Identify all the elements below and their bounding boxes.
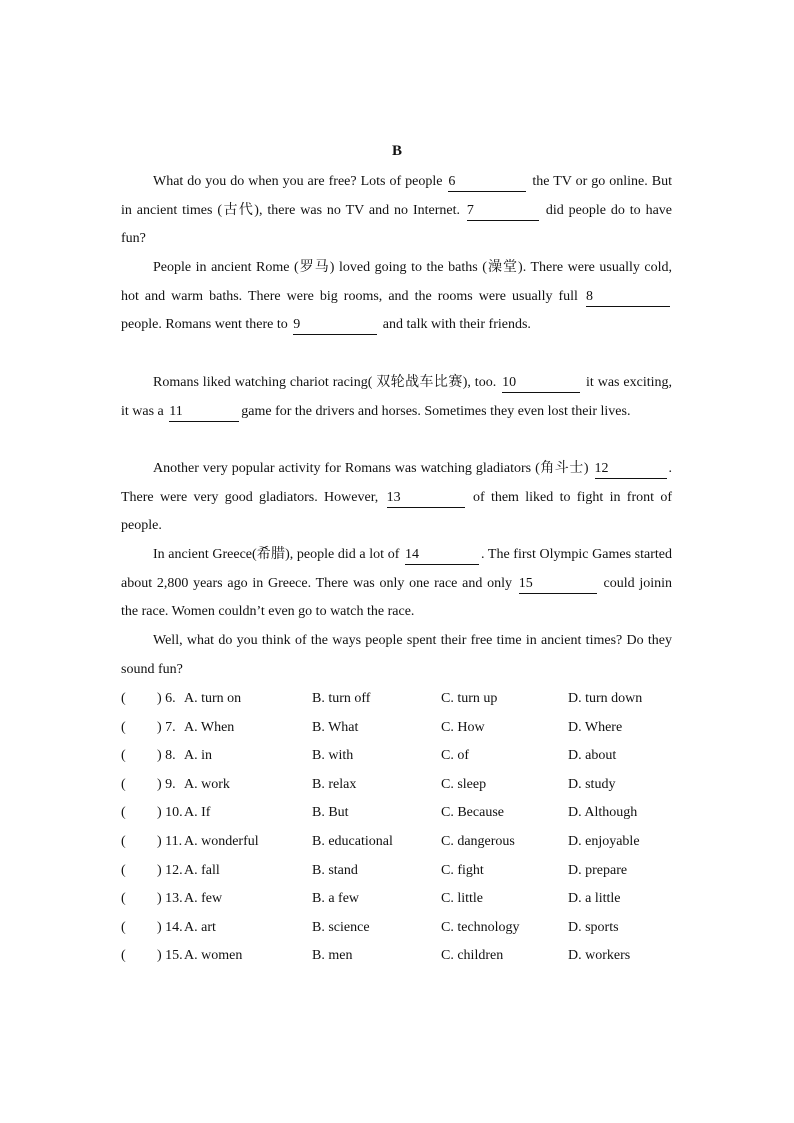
question-number: ) 11.: [157, 833, 183, 849]
option-b: B. relax: [312, 776, 357, 792]
paragraph-6: [121, 627, 672, 684]
blank-8: 8: [586, 289, 670, 307]
option-d: D. sports: [568, 919, 619, 935]
question-row-9: [121, 772, 681, 801]
paragraph-5: [121, 541, 672, 627]
option-a: A. work: [184, 776, 230, 792]
option-a: A. in: [184, 748, 212, 764]
text: game for the drivers and horses. Sometimes they even lost their lives.: [241, 403, 631, 419]
answer-paren[interactable]: (: [121, 691, 126, 706]
question-number: ) 13.: [157, 891, 183, 907]
option-b: B. science: [312, 919, 370, 935]
answer-paren[interactable]: (: [121, 776, 126, 792]
question-row-10: [121, 800, 681, 829]
option-a: A. women: [184, 948, 243, 964]
blank-12: 12: [595, 461, 667, 479]
blank-7: 7: [467, 203, 539, 221]
question-row-12: [121, 858, 681, 887]
question-row-11: [121, 829, 681, 858]
option-b: B. turn off: [312, 691, 371, 706]
blank-14: 14: [405, 547, 479, 565]
option-d: D. workers: [568, 948, 631, 964]
blank-13: 13: [387, 490, 465, 508]
question-row-7: [121, 715, 681, 744]
option-b: B. a few: [312, 891, 360, 907]
option-c: C. technology: [441, 919, 520, 935]
option-c: C. turn up: [441, 691, 498, 706]
text: could joinin the race. Women couldn’t even go to watch the race.: [121, 575, 672, 620]
question-row-8: [121, 743, 681, 772]
text: What do you do when you are free? Lots of people: [153, 174, 447, 189]
question-number: ) 7.: [157, 719, 176, 735]
question-number: ) 14.: [157, 919, 183, 935]
text: In ancient Greece(希腊), people did a lot of: [153, 547, 403, 562]
option-c: C. sleep: [441, 776, 487, 792]
option-c: C. dangerous: [441, 833, 515, 849]
question-row-13: [121, 886, 681, 915]
question-number: ) 15.: [157, 948, 183, 964]
question-number: ) 12.: [157, 862, 183, 878]
option-d: D. about: [568, 748, 617, 764]
paragraph-1: [121, 168, 672, 254]
text: of them liked to fight in front of people.: [121, 489, 672, 534]
section-title: B: [391, 143, 402, 159]
question-number: ) 6.: [157, 691, 176, 706]
text: People in ancient Rome (罗马) loved going to the baths (澡堂). There were usually cold, hot and warm baths. There were big rooms, and the rooms were usually full: [121, 260, 672, 304]
answer-paren[interactable]: (: [121, 748, 126, 764]
text: people. Romans went there to: [121, 317, 292, 333]
question-number: ) 10.: [157, 805, 183, 821]
option-b: B. But: [312, 805, 349, 821]
answer-paren[interactable]: (: [121, 948, 126, 964]
option-c: C. fight: [441, 862, 484, 878]
option-b: B. stand: [312, 862, 358, 878]
question-list: [121, 686, 681, 972]
option-d: D. Where: [568, 719, 623, 735]
question-row-15: [121, 943, 681, 972]
text: . There were very good gladiators. However,: [121, 461, 672, 505]
option-c: C. How: [441, 719, 485, 735]
option-a: A. If: [184, 805, 211, 821]
question-number: ) 8.: [157, 748, 176, 764]
question-number: ) 9.: [157, 776, 176, 792]
text: the TV or go online. But in ancient times (古代), there was no TV and no Internet.: [121, 174, 672, 218]
paragraph-4: [121, 455, 672, 541]
paragraph-3: [121, 369, 672, 426]
blank-9: 9: [293, 317, 377, 335]
option-c: C. children: [441, 948, 504, 964]
option-b: B. educational: [312, 833, 393, 849]
blank-10: 10: [502, 375, 580, 393]
option-d: D. Although: [568, 805, 638, 821]
text: and talk with their friends.: [379, 317, 531, 333]
answer-paren[interactable]: (: [121, 891, 126, 907]
text: Romans liked watching chariot racing( 双轮战车比赛), too.: [153, 375, 501, 390]
option-c: C. of: [441, 748, 469, 764]
option-a: A. turn on: [184, 691, 242, 706]
option-d: D. turn down: [568, 691, 643, 706]
option-a: A. few: [184, 891, 223, 907]
text: Well, what do you think of the ways people spent their free time in ancient times? Do they sound fun?: [121, 633, 672, 677]
option-a: A. fall: [184, 862, 220, 878]
text: Another very popular activity for Romans was watching gladiators (角斗士): [153, 461, 593, 476]
answer-paren[interactable]: (: [121, 805, 126, 821]
paragraph-2: [121, 254, 672, 340]
text: did people do to have fun?: [121, 202, 672, 247]
blank-15: 15: [519, 576, 597, 594]
option-a: A. art: [184, 919, 216, 935]
option-a: A. wonderful: [184, 833, 259, 849]
answer-paren[interactable]: (: [121, 833, 126, 849]
option-b: B. with: [312, 748, 354, 764]
question-row-6: [121, 686, 681, 715]
blank-6: 6: [448, 174, 526, 192]
answer-paren[interactable]: (: [121, 862, 126, 878]
option-d: D. study: [568, 776, 616, 792]
question-row-14: [121, 915, 681, 944]
blank-11: 11: [169, 404, 239, 422]
option-a: A. When: [184, 719, 235, 735]
option-d: D. a little: [568, 891, 621, 907]
text: it was exciting, it was a: [121, 375, 672, 419]
answer-paren[interactable]: (: [121, 719, 126, 735]
option-c: C. little: [441, 891, 483, 907]
option-b: B. men: [312, 948, 353, 964]
answer-paren[interactable]: (: [121, 919, 126, 935]
text: . The first Olympic Games started about 2,800 years ago in Greece. There was only one race and only: [121, 547, 672, 591]
option-b: B. What: [312, 719, 359, 735]
option-c: C. Because: [441, 805, 504, 821]
option-d: D. enjoyable: [568, 833, 640, 849]
option-d: D. prepare: [568, 862, 628, 878]
